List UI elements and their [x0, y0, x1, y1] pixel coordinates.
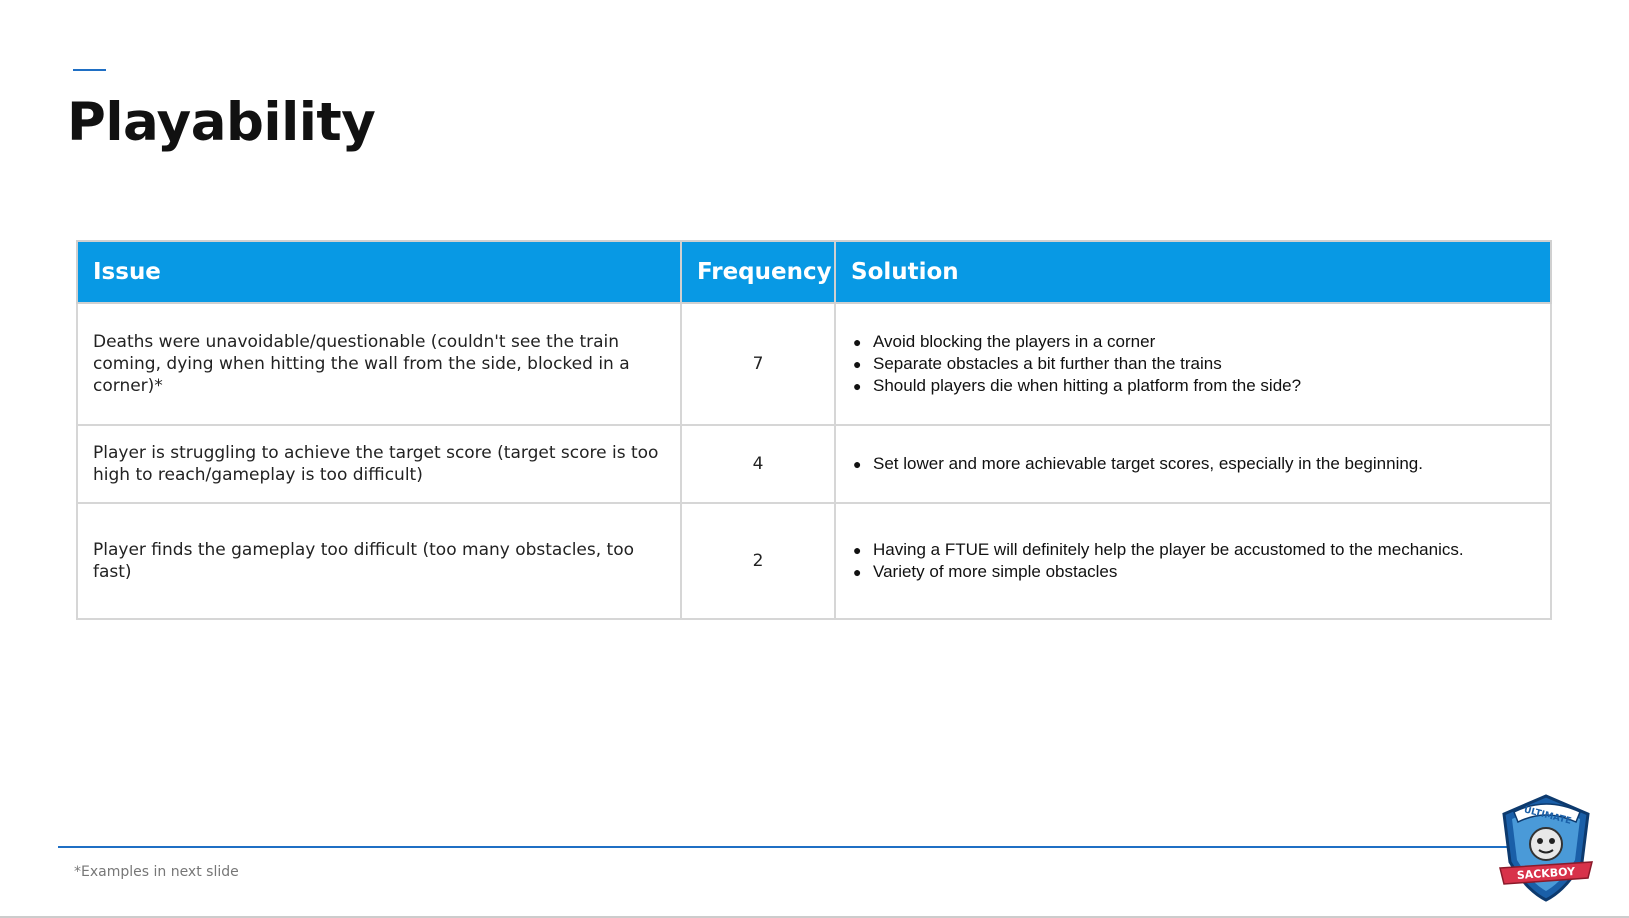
- solution-list: [851, 539, 1535, 583]
- frequency-cell: 4: [681, 425, 835, 503]
- bullet-icon: ●: [853, 564, 862, 580]
- logo-text-top: ULTIMATE: [1522, 805, 1573, 827]
- slide-title: Playability: [67, 92, 376, 153]
- issue-cell: Player finds the gameplay too difficult (too many obstacles, too fast): [77, 503, 681, 619]
- solution-text: Set lower and more achievable target scores, especially in the beginning.: [873, 454, 1423, 473]
- table-header-row: [77, 241, 1551, 303]
- footer-divider: [58, 846, 1508, 848]
- solution-text: Should players die when hitting a platform from the side?: [873, 376, 1302, 395]
- solution-item: [853, 375, 1535, 397]
- solution-text: Avoid blocking the players in a corner: [873, 332, 1156, 351]
- footnote: *Examples in next slide: [74, 864, 239, 880]
- bullet-icon: ●: [853, 378, 862, 394]
- solution-list: [851, 453, 1535, 475]
- issue-cell: Deaths were unavoidable/questionable (couldn't see the train coming, dying when hitting the wall from the side, blocked in a corner)*: [77, 303, 681, 425]
- issues-table: [76, 240, 1552, 620]
- bullet-icon: ●: [853, 356, 862, 372]
- solution-cell: [835, 503, 1551, 619]
- table-row: [77, 303, 1551, 425]
- frequency-cell: 7: [681, 303, 835, 425]
- solution-cell: [835, 425, 1551, 503]
- solution-item: [853, 539, 1535, 561]
- title-accent-line: [73, 69, 106, 71]
- solution-cell: [835, 303, 1551, 425]
- solution-item: [853, 331, 1535, 353]
- bullet-icon: ●: [853, 542, 862, 558]
- solution-text: Separate obstacles a bit further than the trains: [873, 354, 1222, 373]
- logo-text-bottom: SACKBOY: [1516, 864, 1576, 883]
- issue-cell: Player is struggling to achieve the target score (target score is too high to reach/gameplay is too difficult): [77, 425, 681, 503]
- solution-item: [853, 561, 1535, 583]
- frequency-cell: 2: [681, 503, 835, 619]
- table-row: [77, 425, 1551, 503]
- solution-item: [853, 453, 1535, 475]
- bullet-icon: ●: [853, 334, 862, 350]
- solution-text: Variety of more simple obstacles: [873, 562, 1118, 581]
- bullet-icon: ●: [853, 456, 862, 472]
- solution-list: [851, 331, 1535, 397]
- header-issue: Issue: [77, 241, 681, 303]
- sackboy-logo-icon: [1496, 792, 1596, 904]
- table-row: [77, 503, 1551, 619]
- header-solution: Solution: [835, 241, 1551, 303]
- solution-item: [853, 353, 1535, 375]
- header-frequency: Frequency: [681, 241, 835, 303]
- solution-text: Having a FTUE will definitely help the player be accustomed to the mechanics.: [873, 540, 1464, 559]
